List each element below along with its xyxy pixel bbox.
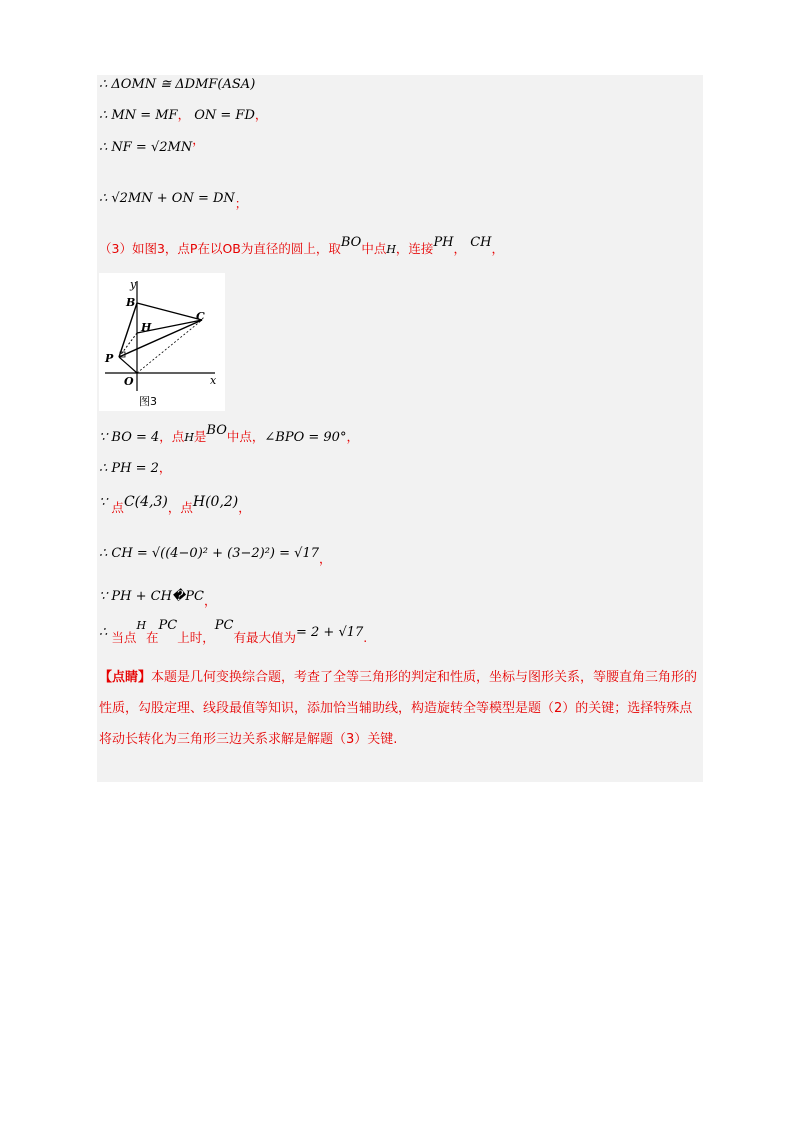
label-x: x — [210, 374, 217, 387]
line-points: ∵ 点C(4,3)，点H(0,2)， — [99, 494, 251, 515]
label-p: P — [105, 352, 114, 365]
segment-po — [119, 357, 137, 373]
label-o: O — [124, 375, 134, 388]
label-y: y — [130, 278, 137, 291]
line-ph: ∴ PH = 2， — [99, 460, 172, 476]
line-inequality: ∵ PH + CH�PC， — [99, 589, 217, 608]
figure-caption: 图3 — [139, 395, 157, 408]
label-h: H — [141, 321, 152, 334]
line-max: ∴ 当点$^H$在PC上时，PC有最大值为= 2 + √17. — [99, 618, 368, 645]
line-nf: ∴ NF = √2MN， — [99, 132, 205, 155]
segment-pc — [119, 320, 202, 357]
segment-bc — [137, 303, 202, 320]
label-c: C — [196, 310, 205, 323]
line-mn-mf: ∴ MN = MF， ON = FD， — [99, 107, 268, 123]
tip-label: 【点睛】 — [99, 670, 152, 685]
figure-3-diagram — [99, 273, 225, 411]
line-ch: ∴ CH = √((4−0)² + (3−2)²) = √17， — [99, 546, 332, 566]
tip-paragraph — [99, 662, 703, 755]
line-congruent: ∴ ΔOMN ≅ ΔDMF(ASA) — [99, 77, 256, 92]
segment-bp — [119, 303, 137, 357]
line-dn: ∴ √2MN + ON = DN； — [99, 191, 248, 211]
figure-3 — [99, 273, 225, 411]
line-bo: ∵ BO = 4，点H是BO中点，∠BPO = 90°， — [99, 423, 359, 445]
tip-text: 本题是几何变换综合题，考查了全等三角形的判定和性质，坐标与图形关系，等腰直角三角形的性质，勾股定理、线段最值等知识，添加恰当辅助线，构造旋转全等模型是题（2）的关键；选择特殊点将动长转化为三角形三边关系求解是解题（3）关键. — [99, 670, 698, 747]
label-b: B — [126, 296, 136, 309]
line-part3-intro: （3）如图3，点P在以OB为直径的圆上，取BO中点H，连接PH， CH， — [99, 235, 504, 256]
